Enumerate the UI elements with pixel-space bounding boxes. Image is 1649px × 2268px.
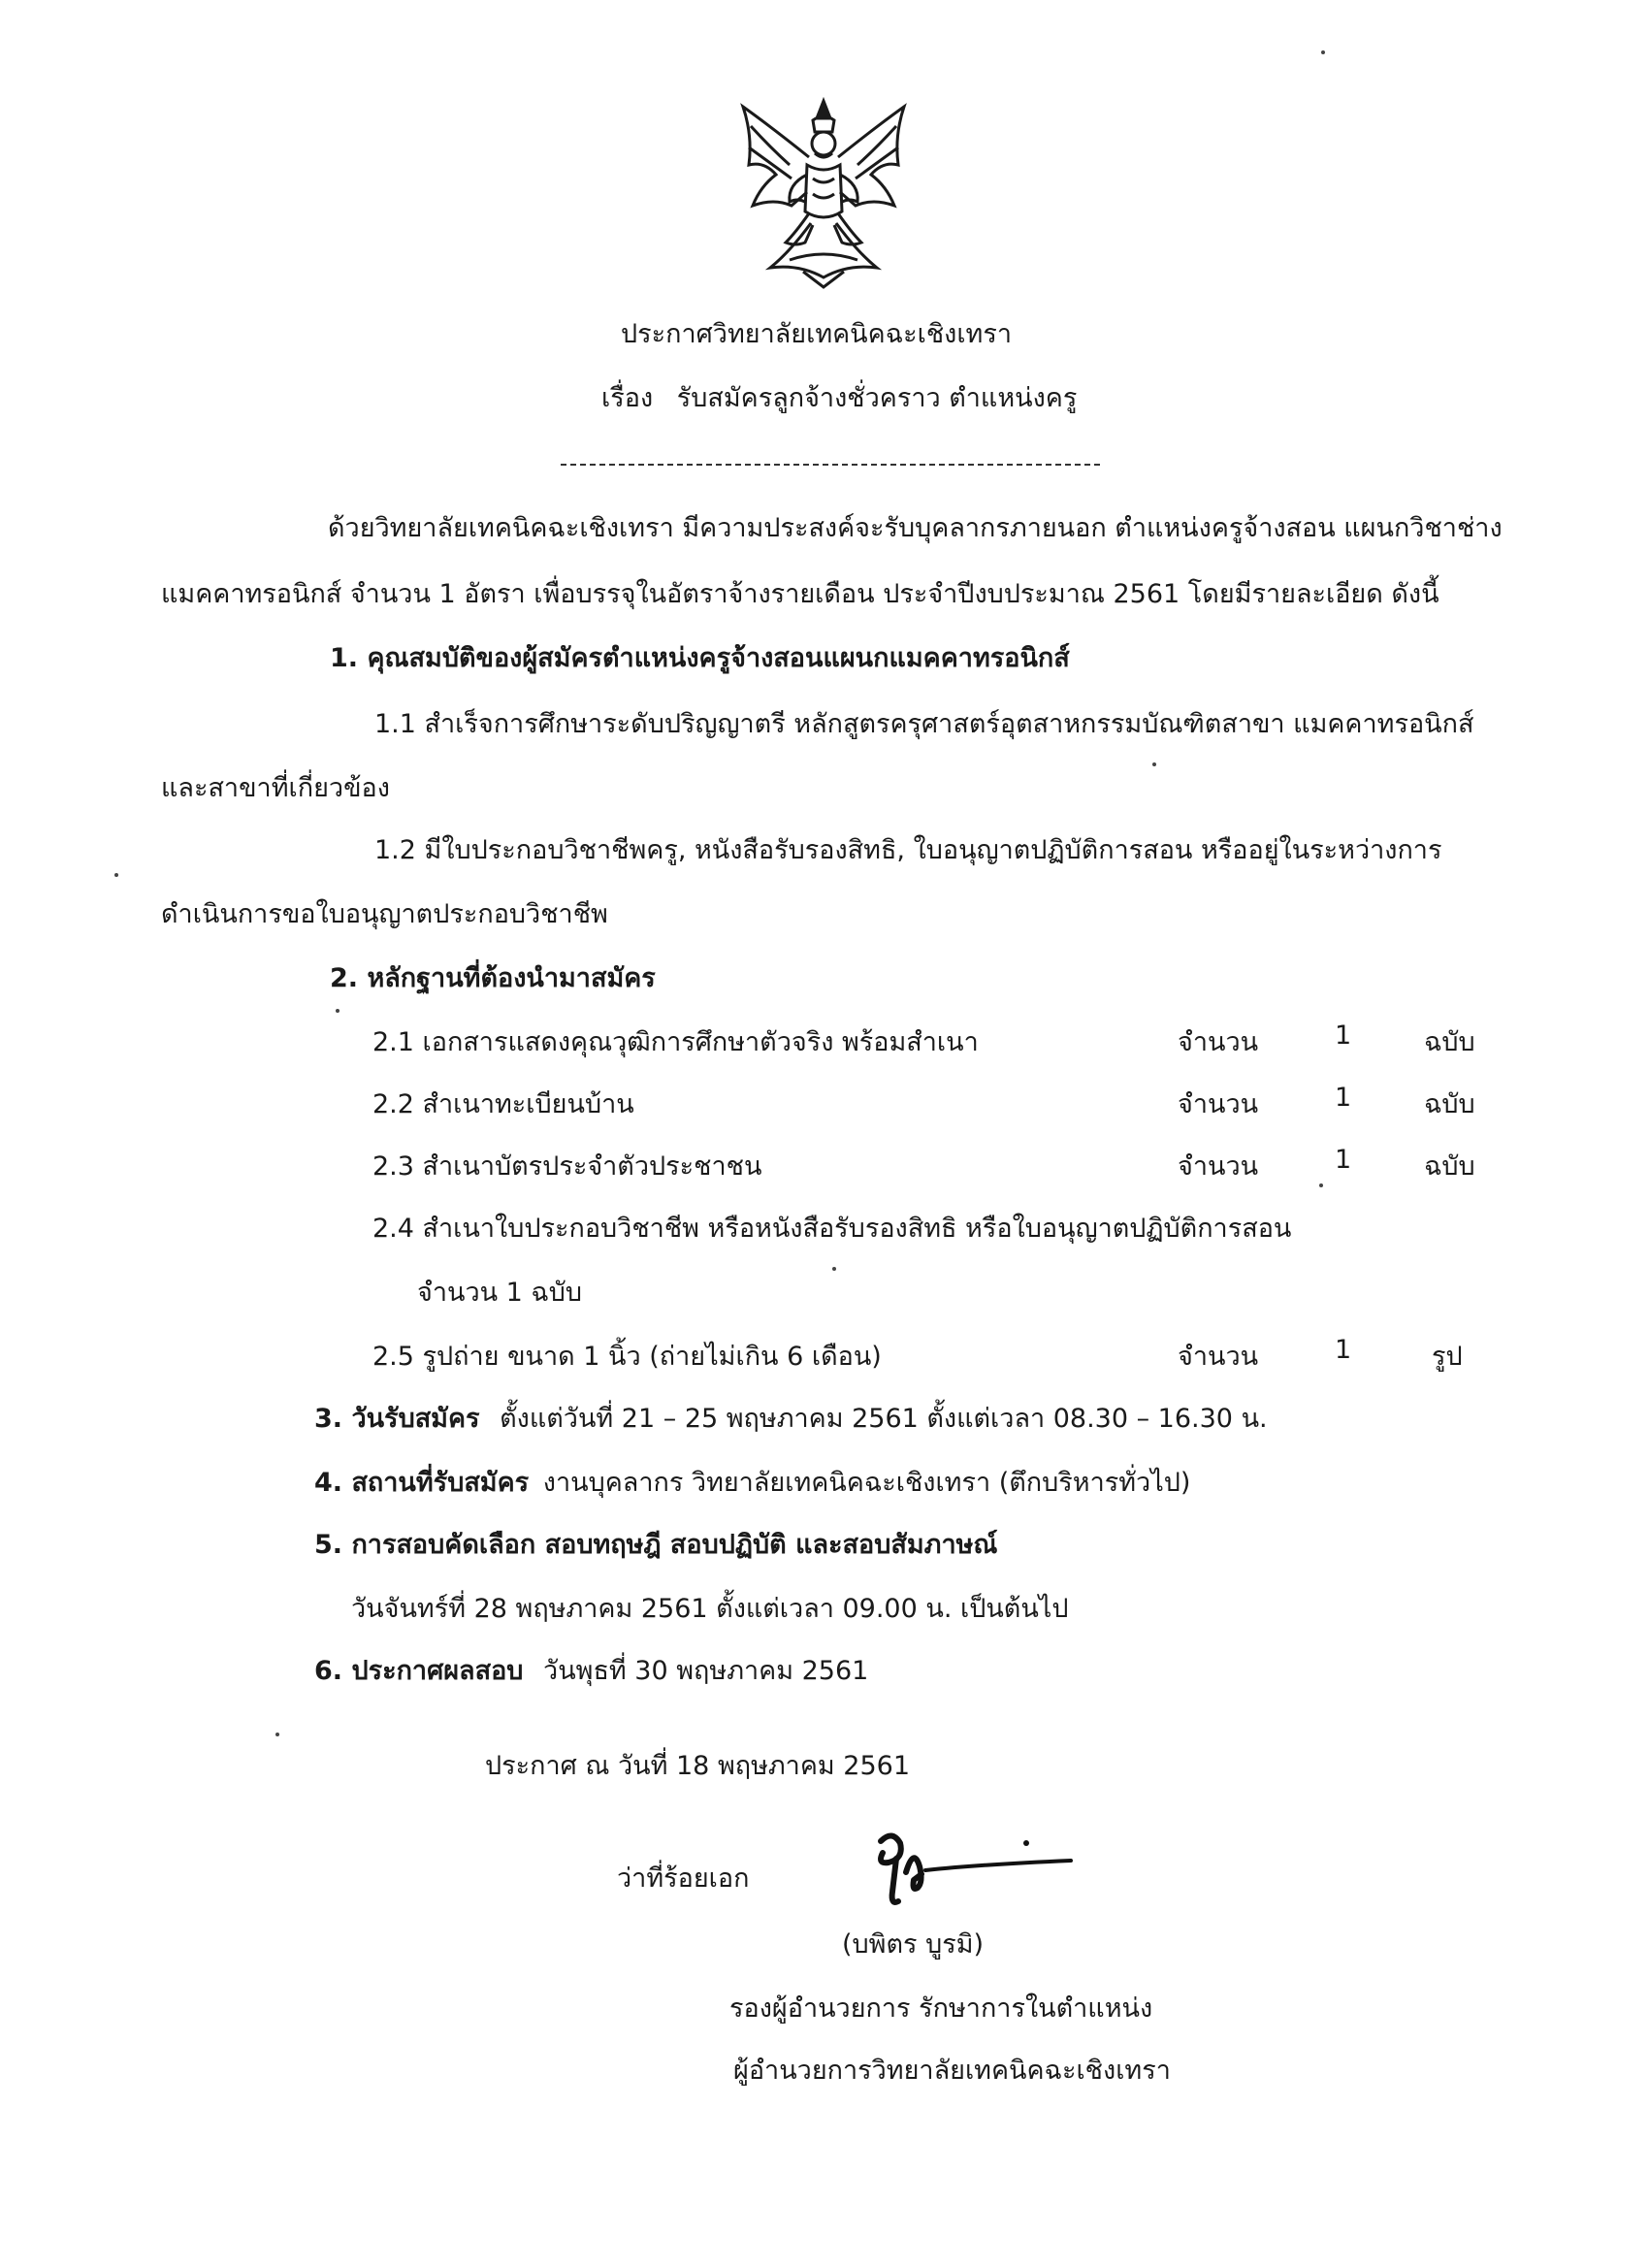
section-1-item-1-line-1: 1.1 สำเร็จการศึกษาระดับปริญญาตรี หลักสูตรครุศาสตร์อุตสาหกรรมบัณฑิตสาขา แมคคาทรอนิกส์ — [374, 709, 1474, 739]
item-unit: ฉบับ — [1424, 1027, 1475, 1057]
subject-label: เรื่อง — [601, 383, 654, 413]
section-3-label: 3. วันรับสมัคร — [314, 1404, 480, 1434]
item-qty: 1 — [1335, 1021, 1352, 1051]
item-qty-label: จำนวน — [1178, 1089, 1259, 1119]
document-subject — [601, 376, 1077, 418]
section-4 — [314, 1461, 1190, 1503]
announce-date: ประกาศ ณ วันที่ 18 พฤษภาคม 2561 — [485, 1751, 910, 1781]
subject-text: รับสมัครลูกจ้างชั่วคราว ตำแหน่งครู — [676, 383, 1078, 413]
section-2-heading: 2. หลักฐานที่ต้องนำมาสมัคร — [330, 963, 656, 993]
item-qty: 1 — [1335, 1145, 1352, 1175]
section-3-text: ตั้งแต่วันที่ 21 – 25 พฤษภาคม 2561 ตั้งแต่เวลา 08.30 – 16.30 น. — [500, 1404, 1268, 1434]
section-5-text: วันจันทร์ที่ 28 พฤษภาคม 2561 ตั้งแต่เวลา 09.00 น. เป็นต้นไป — [351, 1594, 1069, 1624]
item-text: 2.1 เอกสารแสดงคุณวุฒิการศึกษาตัวจริง พร้อมสำเนา — [372, 1027, 979, 1057]
signer-rank: ว่าที่ร้อยเอก — [617, 1863, 750, 1894]
item-qty-label: จำนวน — [1178, 1342, 1259, 1372]
section-2-item-4-line-2: จำนวน 1 ฉบับ — [417, 1278, 583, 1308]
section-6 — [314, 1649, 868, 1691]
section-1-item-2-line-2: ดำเนินการขอใบอนุญาตประกอบวิชาชีพ — [161, 899, 608, 929]
header-divider — [561, 464, 1100, 466]
scan-speck — [114, 873, 118, 877]
item-unit: ฉบับ — [1424, 1089, 1475, 1119]
signature-image — [863, 1824, 1077, 1911]
section-5-heading: 5. การสอบคัดเลือก สอบทฤษฎี สอบปฏิบัติ และสอบสัมภาษณ์ — [314, 1530, 998, 1560]
scan-speck — [1319, 1183, 1323, 1187]
item-qty: 1 — [1335, 1335, 1352, 1365]
garuda-emblem-icon — [731, 97, 916, 291]
signer-position-2: ผู้อำนวยการวิทยาลัยเทคนิคฉะเชิงเทรา — [733, 2056, 1171, 2086]
item-unit: ฉบับ — [1424, 1151, 1475, 1182]
item-text: 2.5 รูปถ่าย ขนาด 1 นิ้ว (ถ่ายไม่เกิน 6 เดือน) — [372, 1342, 882, 1372]
item-qty-label: จำนวน — [1178, 1151, 1259, 1182]
section-2-item-4-line-1: 2.4 สำเนาใบประกอบวิชาชีพ หรือหนังสือรับรองสิทธิ หรือใบอนุญาตปฏิบัติการสอน — [372, 1214, 1292, 1244]
scan-speck — [1152, 762, 1156, 766]
section-1-item-2-line-1: 1.2 มีใบประกอบวิชาชีพครู, หนังสือรับรองสิทธิ, ใบอนุญาตปฏิบัติการสอน หรืออยู่ในระหว่างการ — [374, 835, 1442, 865]
scan-speck — [832, 1267, 836, 1271]
item-qty: 1 — [1335, 1083, 1352, 1113]
section-1-heading: 1. คุณสมบัติของผู้สมัครตำแหน่งครูจ้างสอนแผนกแมคคาทรอนิกส์ — [330, 643, 1070, 673]
scan-speck — [275, 1733, 279, 1736]
intro-line-1: ด้วยวิทยาลัยเทคนิคฉะเชิงเทรา มีความประสงค์จะรับบุคลากรภายนอก ตำแหน่งครูจ้างสอน แผนกวิชาช่าง — [328, 513, 1503, 543]
item-unit: รูป — [1432, 1342, 1463, 1372]
section-6-label: 6. ประกาศผลสอบ — [314, 1656, 524, 1686]
section-1-item-1-line-2: และสาขาที่เกี่ยวข้อง — [161, 773, 390, 803]
document-title: ประกาศวิทยาลัยเทคนิคฉะเชิงเทรา — [621, 319, 1013, 349]
intro-line-2: แมคคาทรอนิกส์ จำนวน 1 อัตรา เพื่อบรรจุในอัตราจ้างรายเดือน ประจำปีงบประมาณ 2561 โดยมีรายละเอียด ดังนี้ — [161, 579, 1439, 609]
section-6-text: วันพุธที่ 30 พฤษภาคม 2561 — [543, 1656, 869, 1686]
scan-speck — [1321, 50, 1325, 54]
item-text: 2.3 สำเนาบัตรประจำตัวประชาชน — [372, 1151, 762, 1182]
scan-speck — [336, 1009, 340, 1013]
section-4-text: งานบุคลากร วิทยาลัยเทคนิคฉะเชิงเทรา (ตึกบริหารทั่วไป) — [542, 1468, 1191, 1498]
signer-position-1: รองผู้อำนวยการ รักษาการในตำแหน่ง — [729, 1993, 1153, 2024]
section-3 — [314, 1397, 1268, 1439]
item-text: 2.2 สำเนาทะเบียนบ้าน — [372, 1089, 634, 1119]
item-qty-label: จำนวน — [1178, 1027, 1259, 1057]
signer-name: (บพิตร บูรมิ) — [842, 1929, 985, 1960]
section-4-label: 4. สถานที่รับสมัคร — [314, 1468, 530, 1498]
